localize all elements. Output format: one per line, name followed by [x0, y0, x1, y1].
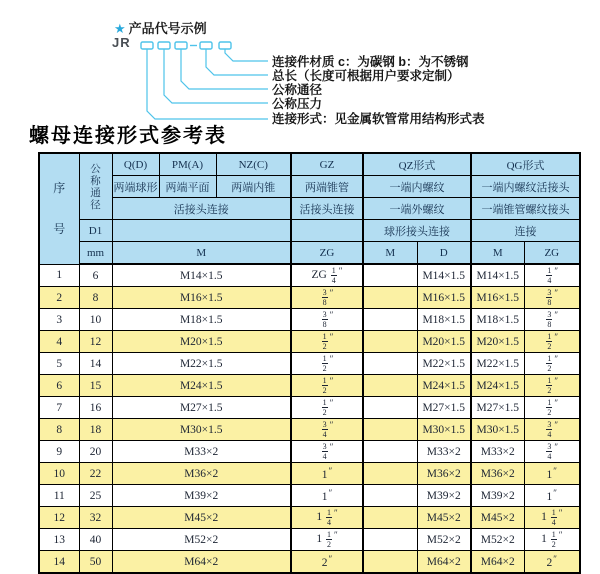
table-row — [39, 485, 580, 507]
cell-qz-m — [363, 441, 417, 463]
cell-gz-zg — [291, 287, 363, 309]
cell-gz-zg: 1 $\frac{1}{2}$ ″ — [291, 529, 363, 551]
inch-mark: ″ — [554, 354, 559, 365]
fraction: $\frac{1}{2}$ — [326, 529, 331, 549]
table-row — [39, 353, 580, 375]
header-sub-nz: 两端内锥 — [216, 176, 291, 198]
cell-qz-d: M20×1.5 — [417, 331, 471, 353]
cell-qz-d: M33×2 — [417, 441, 471, 463]
cell-qg-zg — [524, 375, 580, 397]
fraction: $\frac{3}{8}$ — [547, 287, 552, 307]
cell-qz-m — [363, 375, 417, 397]
cell-gz-zg — [291, 353, 363, 375]
cell-qg-m: M27×1.5 — [471, 397, 524, 419]
cell-qz-m — [363, 551, 417, 574]
fraction: $\frac{3}{4}$ — [322, 419, 327, 439]
cell-qg-zg — [524, 419, 580, 441]
inch-mark: ″ — [329, 288, 334, 299]
code-box-4 — [200, 42, 212, 49]
cell-qg-zg — [524, 441, 580, 463]
cell-dn-mm: 22 — [79, 463, 112, 485]
label-nominal-pressure: 公称压力 — [272, 97, 323, 111]
cell-qg-m: M22×1.5 — [471, 353, 524, 375]
cell-qg-zg — [524, 331, 580, 353]
cell-qz-m — [363, 463, 417, 485]
header-type-pm: PM(A) — [159, 153, 216, 176]
table-row — [39, 397, 580, 419]
header-unit-qg-m: M — [471, 242, 524, 265]
cell-dn-mm: 40 — [79, 529, 112, 551]
leader-line-length — [206, 49, 268, 75]
cell-gz-zg: 2″ — [291, 551, 363, 574]
fraction: $\frac{1}{2}$ — [322, 353, 327, 373]
fraction: $\frac{1}{4}$ — [551, 507, 556, 527]
cell-seq: 10 — [39, 463, 79, 485]
header-qg-connection: 一端锥管螺纹接头 — [471, 198, 580, 220]
header-unit-qg-zg: ZG — [524, 242, 580, 265]
cell-qz-m — [363, 419, 417, 441]
cell-seq: 3 — [39, 309, 79, 331]
cell-seq: 9 — [39, 441, 79, 463]
inch-mark: ″ — [558, 530, 563, 541]
cell-gz-zg — [291, 375, 363, 397]
cell-gz-zg: 1″ — [291, 463, 363, 485]
cell-m-thread: M14×1.5 — [112, 264, 291, 287]
cell-qg-zg: 1 $\frac{1}{4}$ ″ — [524, 507, 580, 529]
cell-m-thread: M33×2 — [112, 441, 291, 463]
code-box-2 — [158, 42, 170, 49]
fraction: $\frac{1}{2}$ — [547, 397, 552, 417]
table-row — [39, 375, 580, 397]
header-qz-ball-connection: 球形接头连接 — [363, 220, 471, 242]
cell-qg-zg — [524, 264, 580, 287]
cell-qz-d: M52×2 — [417, 529, 471, 551]
cell-m-thread: M39×2 — [112, 485, 291, 507]
page-title: 螺母连接形式参考表 — [29, 123, 227, 147]
inch-mark: ″ — [329, 332, 334, 343]
header-type-q: Q(D) — [112, 153, 159, 176]
cell-m-thread: M30×1.5 — [112, 419, 291, 441]
cell-m-thread: M24×1.5 — [112, 375, 291, 397]
cell-gz-zg — [291, 331, 363, 353]
fraction: $\frac{1}{2}$ — [547, 353, 552, 373]
diagram-title: 产品代号示例 — [128, 21, 207, 36]
label-total-length: 总长（长度可根据用户要求定制） — [272, 69, 460, 83]
fraction: $\frac{3}{8}$ — [322, 309, 327, 329]
fraction: $\frac{1}{4}$ — [547, 265, 552, 285]
inch-mark: ″ — [329, 442, 334, 453]
star-icon: ★ — [114, 21, 126, 36]
cell-qz-d: M24×1.5 — [417, 375, 471, 397]
cell-qg-m: M33×2 — [471, 441, 524, 463]
inch-mark: ″ — [553, 554, 558, 564]
table-row — [39, 309, 580, 331]
cell-dn-mm: 50 — [79, 551, 112, 574]
cell-qz-d: M39×2 — [417, 485, 471, 507]
cell-qg-zg: 1″ — [524, 463, 580, 485]
cell-qg-zg: 2″ — [524, 551, 580, 574]
cell-qg-m: M20×1.5 — [471, 331, 524, 353]
header-seq: 序 号 — [39, 153, 79, 264]
table-row — [39, 287, 580, 309]
inch-mark: ″ — [329, 376, 334, 387]
inch-mark: ″ — [333, 508, 338, 519]
cell-m-thread: M18×1.5 — [112, 309, 291, 331]
leader-line-diameter — [181, 49, 268, 89]
inch-mark: ″ — [554, 376, 559, 387]
cell-dn-mm: 32 — [79, 507, 112, 529]
cell-m-thread: M45×2 — [112, 507, 291, 529]
header-sub-qz: 一端内螺纹 — [363, 176, 471, 198]
header-gz-connection: 活接头连接 — [291, 198, 363, 220]
inch-mark: ″ — [553, 488, 558, 498]
fraction: $\frac{3}{8}$ — [322, 287, 327, 307]
header-qg-connect: 连接 — [471, 220, 580, 242]
inch-mark: ″ — [333, 530, 338, 541]
header-blank-left — [112, 220, 291, 242]
code-box-5 — [219, 42, 231, 49]
inch-mark: ″ — [554, 310, 559, 321]
cell-qz-d: M16×1.5 — [417, 287, 471, 309]
cell-qz-d: M14×1.5 — [417, 264, 471, 287]
label-nominal-diameter: 公称通径 — [272, 83, 323, 97]
cell-dn-mm: 6 — [79, 264, 112, 287]
cell-gz-zg: ZG $\frac{1}{4}$ ″ — [291, 264, 363, 287]
cell-seq: 11 — [39, 485, 79, 507]
header-sub-qg: 一端内螺纹活接头 — [471, 176, 580, 198]
inch-mark: ″ — [329, 354, 334, 365]
header-unit-zg: ZG — [291, 242, 363, 265]
cell-qg-zg — [524, 353, 580, 375]
table-row — [39, 529, 580, 551]
cell-dn-mm: 8 — [79, 287, 112, 309]
inch-mark: ″ — [553, 466, 558, 476]
inch-mark: ″ — [554, 332, 559, 343]
cell-qz-d: M45×2 — [417, 507, 471, 529]
leader-line-material — [225, 49, 268, 61]
cell-m-thread: M27×1.5 — [112, 397, 291, 419]
fraction: $\frac{1}{2}$ — [322, 397, 327, 417]
header-unit-m: M — [112, 242, 291, 265]
fraction: $\frac{3}{8}$ — [547, 309, 552, 329]
cell-qg-zg — [524, 397, 580, 419]
header-mm: mm — [79, 242, 112, 265]
cell-qg-m: M52×2 — [471, 529, 524, 551]
cell-qg-m: M16×1.5 — [471, 287, 524, 309]
inch-mark: ″ — [554, 420, 559, 431]
cell-dn-mm: 12 — [79, 331, 112, 353]
cell-gz-zg — [291, 397, 363, 419]
cell-qg-m: M36×2 — [471, 463, 524, 485]
cell-gz-zg — [291, 441, 363, 463]
cell-qz-d: M18×1.5 — [417, 309, 471, 331]
cell-gz-zg: 1″ — [291, 485, 363, 507]
cell-qz-d: M27×1.5 — [417, 397, 471, 419]
table-row — [39, 441, 580, 463]
inch-mark: ″ — [328, 488, 333, 498]
cell-gz-zg: 1 $\frac{1}{4}$ ″ — [291, 507, 363, 529]
cell-m-thread: M52×2 — [112, 529, 291, 551]
inch-mark: ″ — [328, 554, 333, 564]
cell-seq: 7 — [39, 397, 79, 419]
cell-gz-zg — [291, 309, 363, 331]
cell-dn-mm: 25 — [79, 485, 112, 507]
cell-seq: 5 — [39, 353, 79, 375]
cell-seq: 4 — [39, 331, 79, 353]
cell-seq: 2 — [39, 287, 79, 309]
inch-mark: ″ — [558, 508, 563, 519]
cell-qg-zg: 1″ — [524, 485, 580, 507]
cell-qg-zg — [524, 309, 580, 331]
header-row-units — [39, 242, 580, 265]
cell-qz-m — [363, 397, 417, 419]
cell-dn-mm: 15 — [79, 375, 112, 397]
inch-mark: ″ — [329, 420, 334, 431]
fraction: $\frac{1}{4}$ — [331, 265, 336, 285]
leader-line-connection — [147, 49, 268, 119]
inch-mark: ″ — [554, 288, 559, 299]
cell-qg-zg — [524, 287, 580, 309]
header-sub-q: 两端球形 — [112, 176, 159, 198]
cell-gz-zg — [291, 419, 363, 441]
header-d1: D1 — [79, 220, 112, 242]
cell-seq: 14 — [39, 551, 79, 574]
header-blank-gz — [291, 220, 363, 242]
fraction: $\frac{1}{2}$ — [322, 375, 327, 395]
table-row — [39, 419, 580, 441]
header-sub-gz: 两端锥管 — [291, 176, 363, 198]
cell-qg-m: M18×1.5 — [471, 309, 524, 331]
cell-qz-m — [363, 309, 417, 331]
cell-m-thread: M64×2 — [112, 551, 291, 574]
inch-mark: ″ — [329, 310, 334, 321]
cell-seq: 13 — [39, 529, 79, 551]
header-union-connection: 活接头连接 — [112, 198, 291, 220]
header-unit-qz-d: D — [417, 242, 471, 265]
cell-m-thread: M16×1.5 — [112, 287, 291, 309]
cell-seq: 1 — [39, 264, 79, 287]
header-type-gz: GZ — [291, 153, 363, 176]
inch-mark: ″ — [328, 466, 333, 476]
fraction: $\frac{1}{2}$ — [551, 529, 556, 549]
label-material: 连接件材质 c：为碳钢 b：为不锈钢 — [272, 55, 469, 69]
fraction: $\frac{3}{4}$ — [547, 419, 552, 439]
table-row — [39, 463, 580, 485]
inch-mark: ″ — [329, 398, 334, 409]
fraction: $\frac{1}{4}$ — [326, 507, 331, 527]
fraction: $\frac{3}{4}$ — [322, 441, 327, 461]
table-row — [39, 551, 580, 574]
cell-qz-d: M30×1.5 — [417, 419, 471, 441]
cell-qg-m: M14×1.5 — [471, 264, 524, 287]
inch-mark: ″ — [554, 442, 559, 453]
cell-seq: 12 — [39, 507, 79, 529]
header-type-qg: QG形式 — [471, 153, 580, 176]
cell-dn-mm: 10 — [79, 309, 112, 331]
cell-qz-m — [363, 485, 417, 507]
cell-seq: 8 — [39, 419, 79, 441]
inch-mark: ″ — [338, 266, 343, 277]
fraction: $\frac{1}{2}$ — [547, 331, 552, 351]
cell-qz-m — [363, 507, 417, 529]
cell-m-thread: M20×1.5 — [112, 331, 291, 353]
table-row — [39, 507, 580, 529]
cell-qz-m — [363, 264, 417, 287]
cell-m-thread: M22×1.5 — [112, 353, 291, 375]
fraction: $\frac{1}{2}$ — [547, 375, 552, 395]
cell-qz-d: M36×2 — [417, 463, 471, 485]
cell-dn-mm: 14 — [79, 353, 112, 375]
leader-line-pressure — [164, 49, 268, 103]
cell-seq: 6 — [39, 375, 79, 397]
inch-mark: ″ — [554, 398, 559, 409]
table-row — [39, 331, 580, 353]
cell-qz-m — [363, 331, 417, 353]
cell-qz-m — [363, 529, 417, 551]
header-type-qz: QZ形式 — [363, 153, 471, 176]
code-box-3 — [175, 42, 187, 49]
header-row-end-styles — [39, 176, 580, 198]
label-connection-form: 连接形式：见金属软管常用结构形式表 — [272, 112, 485, 126]
cell-dn-mm: 20 — [79, 441, 112, 463]
cell-qg-m: M24×1.5 — [471, 375, 524, 397]
header-qz-connection: 一端外螺纹 — [363, 198, 471, 220]
fraction: $\frac{1}{2}$ — [322, 331, 327, 351]
cell-dn-mm: 16 — [79, 397, 112, 419]
cell-qz-d: M22×1.5 — [417, 353, 471, 375]
header-sub-pm: 两端平面 — [159, 176, 216, 198]
cell-dn-mm: 18 — [79, 419, 112, 441]
cell-qg-m: M45×2 — [471, 507, 524, 529]
cell-qg-m: M30×1.5 — [471, 419, 524, 441]
cell-qg-m: M39×2 — [471, 485, 524, 507]
header-unit-qz-m: M — [363, 242, 417, 265]
table-row — [39, 264, 580, 287]
cell-qz-m — [363, 353, 417, 375]
cell-qg-m: M64×2 — [471, 551, 524, 574]
fraction: $\frac{3}{4}$ — [547, 441, 552, 461]
inch-mark: ″ — [554, 266, 559, 277]
cell-qg-zg: 1 $\frac{1}{2}$ ″ — [524, 529, 580, 551]
cell-qz-m — [363, 287, 417, 309]
header-row-d1 — [39, 220, 580, 242]
header-row-types — [39, 153, 580, 176]
code-box-1 — [141, 42, 153, 49]
header-row-connection — [39, 198, 580, 220]
cell-qz-d: M64×2 — [417, 551, 471, 574]
nut-connection-reference-table — [38, 152, 581, 574]
code-prefix: JR — [112, 35, 131, 50]
cell-m-thread: M36×2 — [112, 463, 291, 485]
header-nominal-diameter: 公 称 通 径 — [79, 153, 112, 220]
header-type-nz: NZ(C) — [216, 153, 291, 176]
